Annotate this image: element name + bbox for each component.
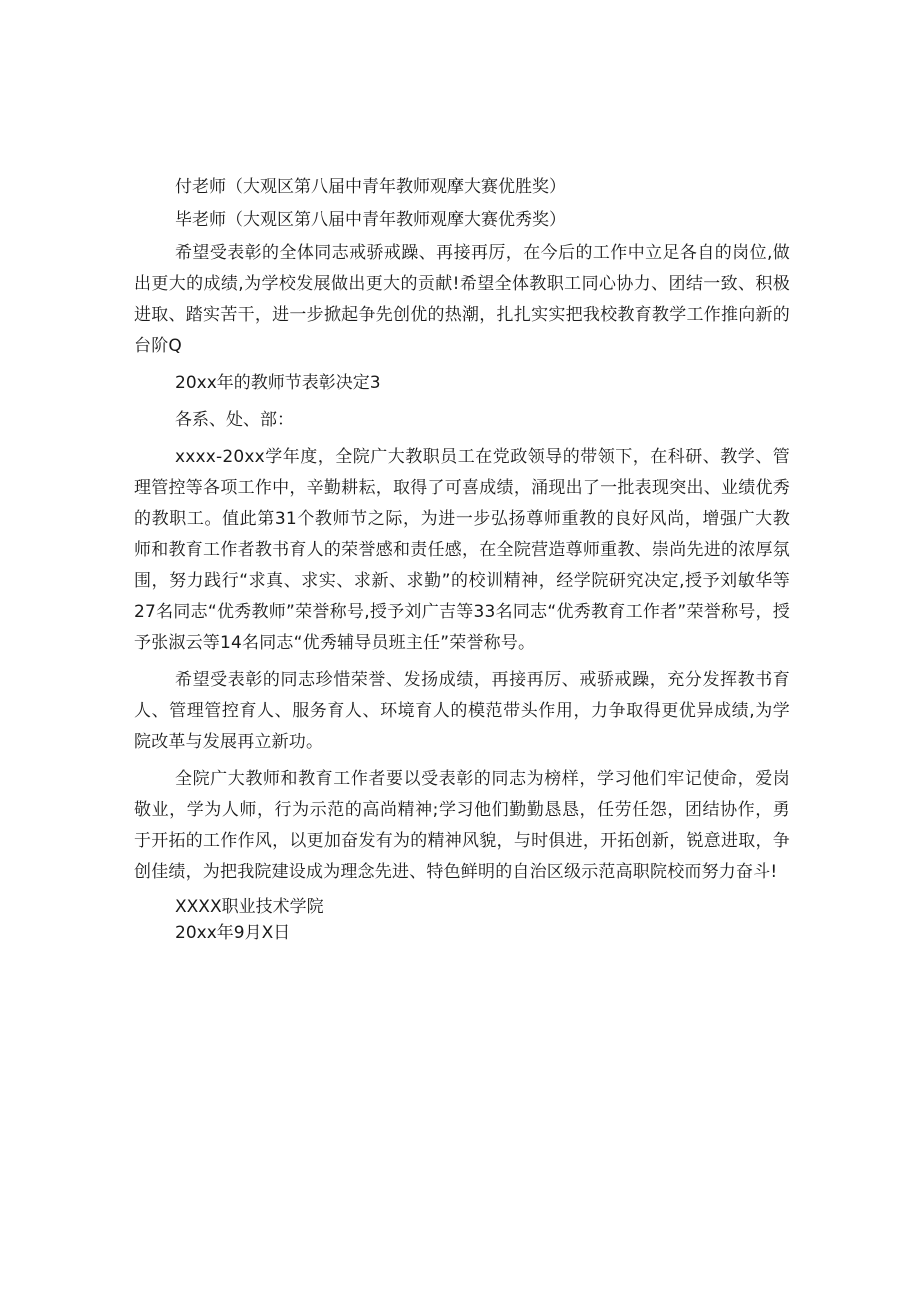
- signature-block: [134, 894, 790, 946]
- body-paragraph-3: 全院广大教师和教育工作者要以受表彰的同志为榜样，学习他们牢记使命，爱岗敬业，学为人师，行为示范的高尚精神;学习他们勤勤恳恳，任劳任怨，团结协作，勇于开拓的工作作风，以更加奋发有为的精神风貌，与时俱进，开拓创新，锐意进取，争创佳绩，为把我院建设成为理念先进、特色鲜明的自治区级示范高职院校而努力奋斗!: [134, 769, 790, 882]
- closing-paragraph: 希望受表彰的全体同志戒骄戒躁、再接再厉，在今后的工作中立足各自的岗位,做出更大的成绩,为学校发展做出更大的贡献!希望全体教职工同心协力、团结一致、积极进取、踏实苦干，进一步掀起争先创优的热潮，扎扎实实把我校教育教学工作推向新的台阶Q: [134, 243, 790, 356]
- award-line-1: 付老师（大观区第八届中青年教师观摩大赛优胜奖）: [175, 177, 566, 197]
- signature-organization: XXXX职业技术学院: [175, 897, 324, 917]
- body-paragraph-1: xxxx-20xx学年度，全院广大教职员工在党政领导的带领下，在科研、教学、管理管控等各项工作中，辛勤耕耘，取得了可喜成绩，涌现出了一批表现突出、业绩优秀的教职工。值此第31个教师节之际，为进一步弘扬尊师重教的良好风尚，增强广大教师和教育工作者教书育人的荣誉感和责任感，在全院营造尊师重教、崇尚先进的浓厚氛围，努力践行“求真、求实、求新、求勤”的校训精神，经学院研究决定,授予刘敏华等27名同志“优秀教师”荣誉称号,授予刘广吉等33名同志“优秀教育工作者”荣誉称号，授予张淑云等14名同志“优秀辅导员班主任”荣誉称号。: [134, 447, 790, 653]
- body-paragraph-2: 希望受表彰的同志珍惜荣誉、发扬成绩，再接再厉、戒骄戒躁，充分发挥教书育人、管理管控育人、服务育人、环境育人的模范带头作用，力争取得更优异成绩,为学院改革与发展再立新功。: [134, 670, 790, 752]
- signature-date: 20xx年9月X日: [175, 923, 291, 943]
- award-line-2: 毕老师（大观区第八届中青年教师观摩大赛优秀奖）: [175, 210, 566, 230]
- section-title: 20xx年的教师节表彰决定3: [175, 373, 381, 393]
- salutation: 各系、处、部：: [175, 410, 294, 430]
- document-page: [134, 172, 790, 946]
